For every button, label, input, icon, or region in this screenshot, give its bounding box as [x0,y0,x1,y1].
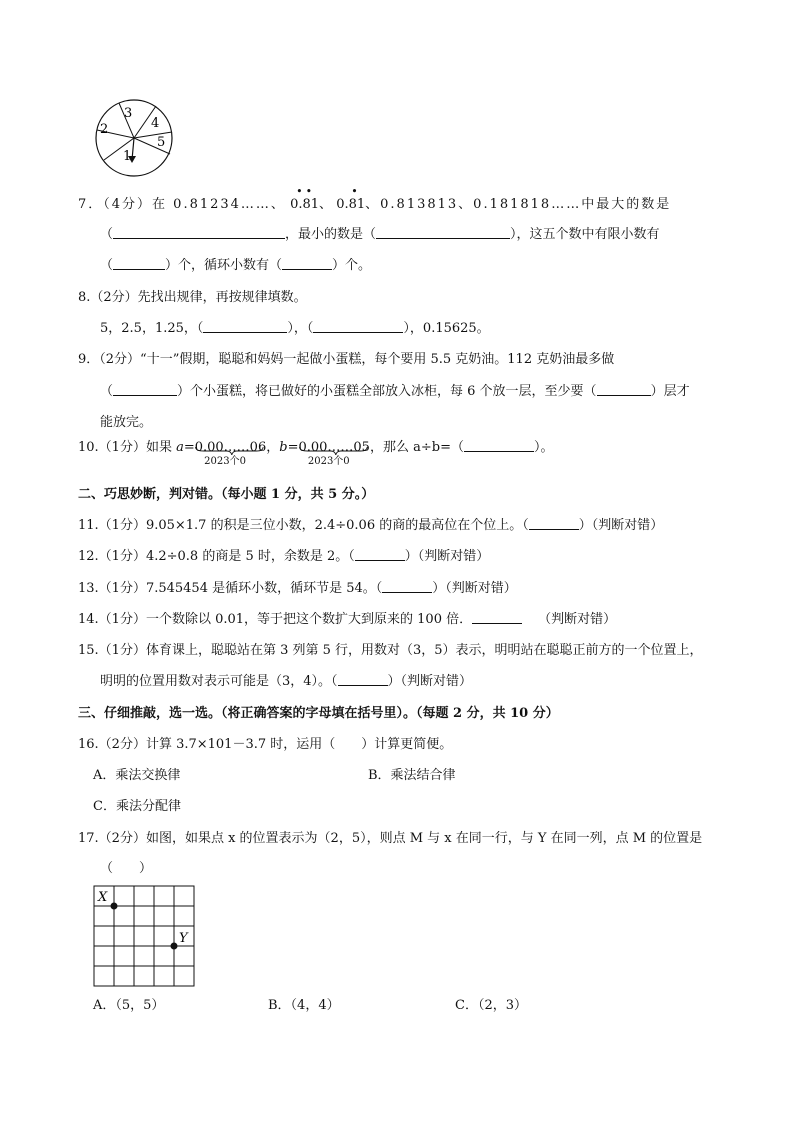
brace-a: =0.00……06 2023个0 [183,440,267,467]
spinner-number: 4 [151,116,160,131]
q8-line1: 8.（2分）先找出规律，再按规律填数。 [78,290,307,305]
spinner-number: 2 [100,122,109,137]
q17-option-c: C．（2，3） [455,998,527,1013]
q9-line1: 9．（2分）“十一”假期，聪聪和妈妈一起做小蛋糕，每个要用 5.5 克奶油。112 克奶油最多做 [78,352,615,367]
q17-line1: 17.（2分）如图，如果点 x 的位置表示为（2，5），则点 M 与 x 在同一行，与 Y 在同一列，点 M 的位置是 [78,831,703,846]
q7-line2: （ ，最小的数是（ ），这五个数中有限小数有 [100,227,660,242]
coordinate-grid [93,885,197,989]
q9-line3: 能放完。 [100,415,153,430]
q17-option-b: B．（4，4） [268,998,340,1013]
q9-line2: （ ）个小蛋糕，将已做好的小蛋糕全部放入冰柜，每 6 个放一层，至少要（ ）层才 [100,384,690,399]
q15-line2: 明明的位置用数对表示可能是（3，4）。（ ）（判断对错） [100,674,473,689]
spinner-figure [92,96,178,180]
q12-line: 12.（1分）4.2÷0.8 的商是 5 时，余数是 2。（ ）（判断对错） [78,549,490,564]
point-y [171,943,178,950]
q17-line2: （ ） [100,861,153,876]
q15-line1: 15.（1分）体育课上，聪聪站在第 3 列第 5 行，用数对（3，5）表示，明明站在聪聪正前方的一个位置上， [78,643,703,658]
point-x [111,903,118,910]
spinner-number: 3 [124,106,133,121]
q7-line3: （ ）个，循环小数有（ ）个。 [100,258,372,273]
section-3-heading: 三、仔细推敲，选一选。（将正确答案的字母填在括号里）。（每题 2 分，共 10 分） [78,706,559,721]
q16-line: 16.（2分）计算 3.7×101－3.7 时，运用（ ）计算更简便。 [78,737,453,752]
q16-option-a: A．乘法交换律 [93,768,181,783]
q7-line1: 7．（4分）在 0.81234……、 •• 0.81、 • 0.81、0.813813、0.181818……中最大的数是 [78,191,671,215]
q8-line2: 5，2.5，1.25，（ ），（ ），0.15625。 [100,321,490,336]
brace-b: =0.00……05 2023个0 [287,440,370,467]
q16-option-c: C．乘法分配律 [93,799,181,814]
section-2-heading: 二、巧思妙断，判对错。（每小题 1 分，共 5 分。） [78,487,375,502]
repeating-decimal-b: • 0.81 [336,185,366,212]
q10-line: 10.（1分）如果 a=0.00……06 2023个0 ，b=0.00……05 2023个0 ，那么 a÷b=（ ）。 [78,440,554,467]
spinner-number: 5 [157,135,166,150]
q11-line: 11.（1分）9.05×1.7 的积是三位小数，2.4÷0.06 的商的最高位在个位上。（ ）（判断对错） [78,518,664,533]
repeating-decimal-a: •• 0.81 [290,185,320,212]
point-x-label: X [98,890,108,905]
spinner-number: 1 [123,149,132,164]
point-y-label: Y [179,931,188,946]
q14-line: 14.（1分）一个数除以 0.01，等于把这个数扩大到原来的 100 倍． （判断对错） [78,612,617,627]
q17-option-a: A．（5，5） [93,998,165,1013]
q13-line: 13.（1分）7.545454 是循环小数，循环节是 54。（ ）（判断对错） [78,581,517,596]
q16-option-b: B．乘法结合律 [368,768,456,783]
